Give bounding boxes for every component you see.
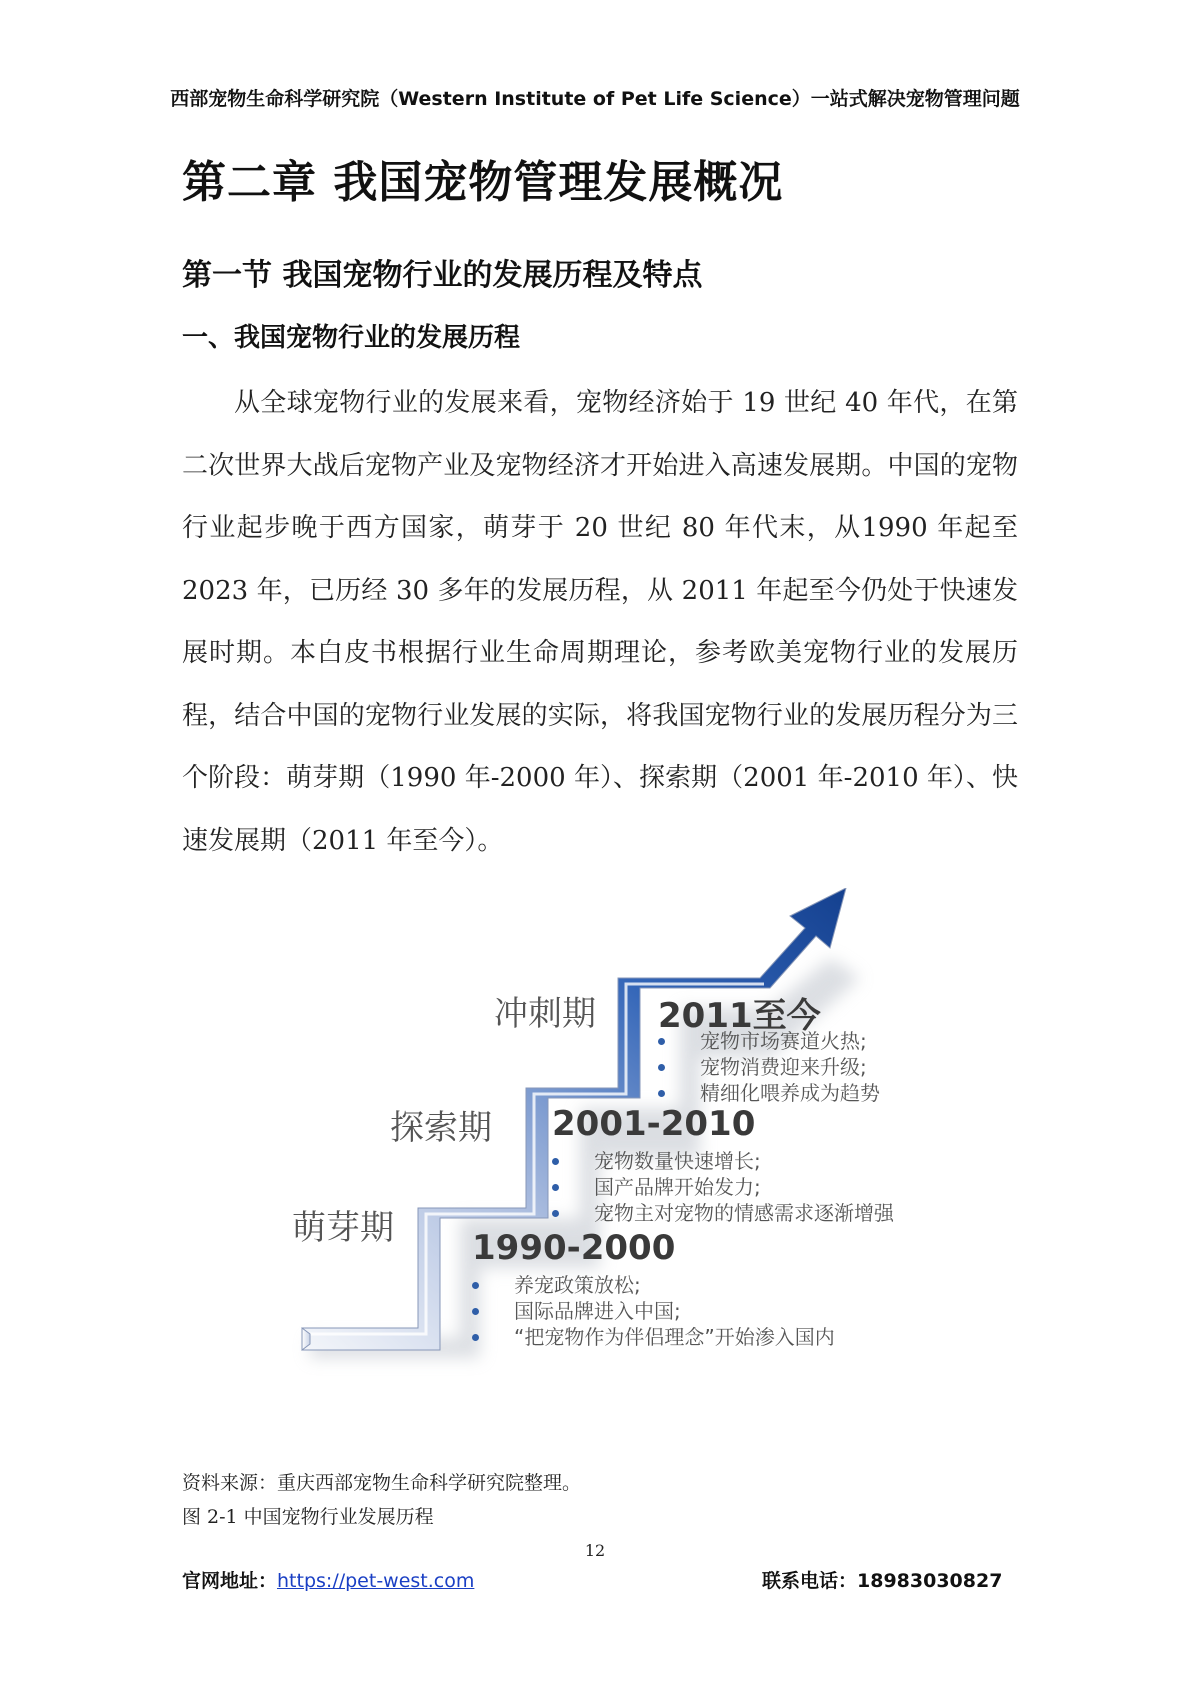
period-2011-now: 2011至今: [658, 996, 821, 1036]
stage-label-explore: 探索期: [390, 1108, 492, 1148]
list-item: 宠物市场赛道火热;: [654, 1028, 880, 1054]
phone-number: 18983030827: [857, 1570, 1003, 1592]
bullet-dot: [658, 1090, 665, 1097]
list-item: 宠物主对宠物的情感需求逐渐增强: [548, 1200, 894, 1226]
list-item: 宠物消费迎来升级;: [654, 1054, 880, 1080]
figure-caption: 图 2-1 中国宠物行业发展历程: [182, 1506, 434, 1528]
bullet-dot: [552, 1210, 559, 1217]
website-link[interactable]: https://pet-west.com: [277, 1570, 475, 1592]
footer-phone: [762, 1566, 1002, 1593]
phone-label: 联系电话：: [762, 1570, 858, 1592]
footer-website: [182, 1566, 474, 1593]
body-text: [182, 372, 1018, 872]
list-item: 国际品牌进入中国;: [468, 1298, 835, 1324]
list-item: 精细化喂养成为趋势: [654, 1080, 880, 1106]
bullet-dot: [552, 1158, 559, 1165]
list-item: 国产品牌开始发力;: [548, 1174, 894, 1200]
list-item: 宠物数量快速增长;: [548, 1148, 894, 1174]
page-number: 12: [584, 1541, 606, 1560]
period-2001-2010: 2001-2010: [552, 1104, 756, 1144]
bullet-dot: [658, 1038, 665, 1045]
paragraph: 从全球宠物行业的发展来看，宠物经济始于 19 世纪 40 年代，在第二次世界大战后宠物产业及宠物经济才开始进入高速发展期。中国的宠物行业起步晚于西方国家，萌芽于 20 世纪 80 年代末，从1990 年起至 2023 年，已历经 30 多年的发展历程，从 2011 年起至今仍处于快速发展时期。本白皮书根据行业生命周期理论，参考欧美宠物行业的发展历程，结合中国的宠物行业发展的实际，将我国宠物行业的发展历程分为三个阶段：萌芽期（1990 年-2000 年）、探索期（2001 年-2010 年）、快速发展期（2011 年至今）。: [182, 388, 1018, 856]
bullet-dot: [658, 1064, 665, 1071]
period-1990-2000: 1990-2000: [472, 1228, 676, 1268]
bullet-dot: [472, 1282, 479, 1289]
bullets-1990-2000: [468, 1272, 835, 1350]
list-item: “把宠物作为伴侣理念”开始渗入国内: [468, 1324, 835, 1350]
bullet-dot: [472, 1308, 479, 1315]
bullet-dot: [472, 1334, 479, 1341]
list-item: 养宠政策放松;: [468, 1272, 835, 1298]
bullets-2011-now: [654, 1028, 880, 1106]
stage-label-sprout: 萌芽期: [292, 1208, 394, 1248]
chapter-title: 第二章 我国宠物管理发展概况: [182, 157, 784, 208]
figure-source: 资料来源：重庆西部宠物生命科学研究院整理。: [182, 1472, 582, 1494]
stage-label-sprint: 冲刺期: [494, 994, 596, 1034]
subsection-title: 一、我国宠物行业的发展历程: [182, 323, 521, 353]
bullets-2001-2010: [548, 1148, 894, 1226]
website-label: 官网地址：: [182, 1570, 278, 1592]
bullet-dot: [552, 1184, 559, 1191]
development-figure: [250, 888, 1010, 1458]
section-title: 第一节 我国宠物行业的发展历程及特点: [182, 258, 703, 293]
page-header: 西部宠物生命科学研究院（Western Institute of Pet Life Science）一站式解决宠物管理问题: [170, 88, 1020, 110]
